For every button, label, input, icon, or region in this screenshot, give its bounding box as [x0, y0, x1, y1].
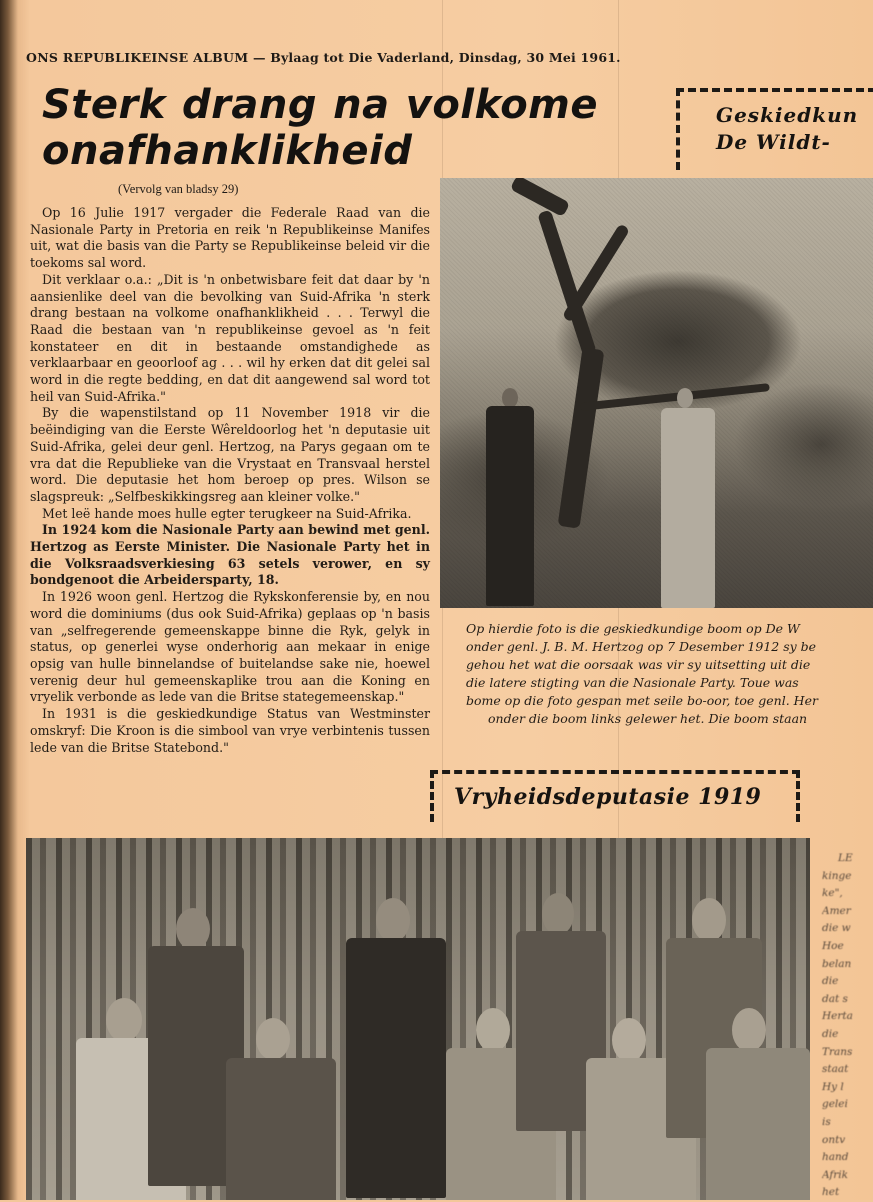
text-line: is	[822, 1115, 831, 1128]
article-headline	[42, 82, 602, 174]
branch	[510, 178, 570, 217]
caption-line: Op hierdie foto is die geskiedkundige boom op De W	[466, 621, 800, 636]
text-line: die w	[822, 922, 851, 935]
text-line: ke",	[822, 887, 843, 900]
publication-name: ONS REPUBLIKEINSE ALBUM	[26, 50, 249, 65]
text-line: staat	[822, 1063, 849, 1076]
caption-line: gehou het wat die oorsaak was vir sy uitsetting uit die	[466, 657, 811, 672]
text-line: het	[822, 1186, 840, 1199]
text-line: die	[822, 1027, 839, 1040]
text-line: Hy l	[822, 1080, 844, 1093]
headline-word: volkome	[405, 82, 598, 128]
caption-line: die latere stigting van die Nasionale Party. Toue was	[466, 675, 799, 690]
caption-line: bome op die foto gespan met seile bo-oor, toe genl. Her	[466, 693, 818, 708]
paragraph-bold: In 1924 kom die Nasionale Party aan bewind met genl. Hertzog as Eerste Minister. Die Nasionale Party het in die Volksraadsverkiesing 63 setels verower, en sy bondgenoot die Arbeidersparty, 18.	[30, 522, 430, 588]
sidebar-heading-line: Geskiedkun	[716, 103, 859, 127]
text-line: kinge	[822, 869, 852, 882]
paragraph: Op 16 Julie 1917 vergader die Federale Raad van die Nasionale Party in Pretoria en reik 'n Republikeinse Manifes uit, wat die basis van die Party se Republikeinse beleid vir die toekoms sal word.	[30, 205, 430, 271]
masthead	[26, 50, 621, 65]
headline-line-2: onafhanklikheid	[42, 128, 413, 174]
paragraph: By die wapenstilstand op 11 November 1918 vir die beëindiging van die Eerste Wêreldoorlog het 'n deputasie uit Suid-Afrika, gelei deur genl. Hertzog, na Parys gegaan om te vra dat die Republieke van die Vrystaat en Transvaal herstel word. Die deputasie het hom beroep op pres. Wilson se slagspreuk: „Selfbeskikkingsreg aan kleiner volke."	[30, 405, 430, 504]
text-line: Herta	[822, 1010, 853, 1023]
text-line: LE	[838, 852, 853, 864]
headline-word: Sterk	[42, 82, 166, 128]
caption-line: onder die boom links gelewer het. Die boom staan	[488, 711, 808, 726]
paragraph: In 1926 woon genl. Hertzog die Rykskonferensie by, en nou word die dominiums (dus ook Suid-Afrika) geplaas op 'n basis van „selfregerende gemeenskappe binne die Ryk, gelyk in status, op generlei wyse onderhorig aan mekaar in enige opsig van hulle binnelandse of buitelandse sake nie, hoewel verenig deur hul gemeenskaplike trou aan die Koning en vryelik verbonde as lede van die Britse stategemeenskap."	[30, 589, 430, 705]
caption-line: onder genl. J. B. M. Hertzog op 7 Desember 1912 sy be	[466, 639, 817, 654]
tree-trunk	[558, 347, 605, 528]
adjacent-article-column	[822, 850, 873, 1202]
text-line: Hoe	[822, 939, 844, 952]
branch	[580, 383, 770, 411]
deputation-heading-box	[430, 770, 800, 822]
text-line: die	[822, 975, 839, 988]
branch	[562, 223, 630, 323]
tree-photo	[440, 178, 873, 608]
tree-photo-caption	[466, 620, 873, 728]
supplement-line: — Bylaag tot Die Vaderland, Dinsdag, 30 Mei 1961.	[252, 50, 621, 65]
paragraph: In 1931 is die geskiedkundige Status van Westminster omskryf: Die Kroon is die simbool van vrye verbintenis tussen lede van die Britse Statebond."	[30, 706, 430, 755]
article-body	[30, 205, 430, 756]
text-line: hand	[822, 1151, 849, 1164]
text-line: ontv	[822, 1133, 846, 1146]
sidebar-heading-line: De Wildt-	[716, 130, 831, 154]
text-line: Amer	[822, 904, 851, 917]
deputation-heading: Vryheidsdeputasie 1919	[454, 784, 762, 810]
headline-word: drang	[182, 82, 317, 128]
text-line: Afrik	[822, 1168, 849, 1181]
text-line: dat s	[822, 992, 848, 1005]
text-line: Trans	[822, 1045, 853, 1058]
sidebar-heading-box	[676, 88, 873, 170]
headline-word: na	[333, 82, 390, 128]
continued-from-note: (Vervolg van bladsy 29)	[118, 182, 239, 196]
paragraph: Met leë hande moes hulle egter terugkeer na Suid-Afrika.	[42, 505, 412, 521]
text-line: gelei	[822, 1098, 848, 1111]
paragraph: Dit verklaar o.a.: „Dit is 'n onbetwisbare feit dat daar by 'n aansienlike deel van die bevolking van Suid-Afrika 'n sterk drang bestaan na volkome onafhanklikheid . . . Terwyl die Raad die bestaan van 'n republikeinse gevoel as 'n feit konstateer en dit in bestaande omstandighede as verklaarbaar en geoorloof ag . . . wil hy erken dat dit gelei sal word in die regte bedding, en dat dit aangewend sal word tot heil van Suid-Afrika."	[30, 271, 430, 404]
text-line: belan	[822, 957, 852, 970]
deputation-group-photo	[26, 838, 810, 1200]
